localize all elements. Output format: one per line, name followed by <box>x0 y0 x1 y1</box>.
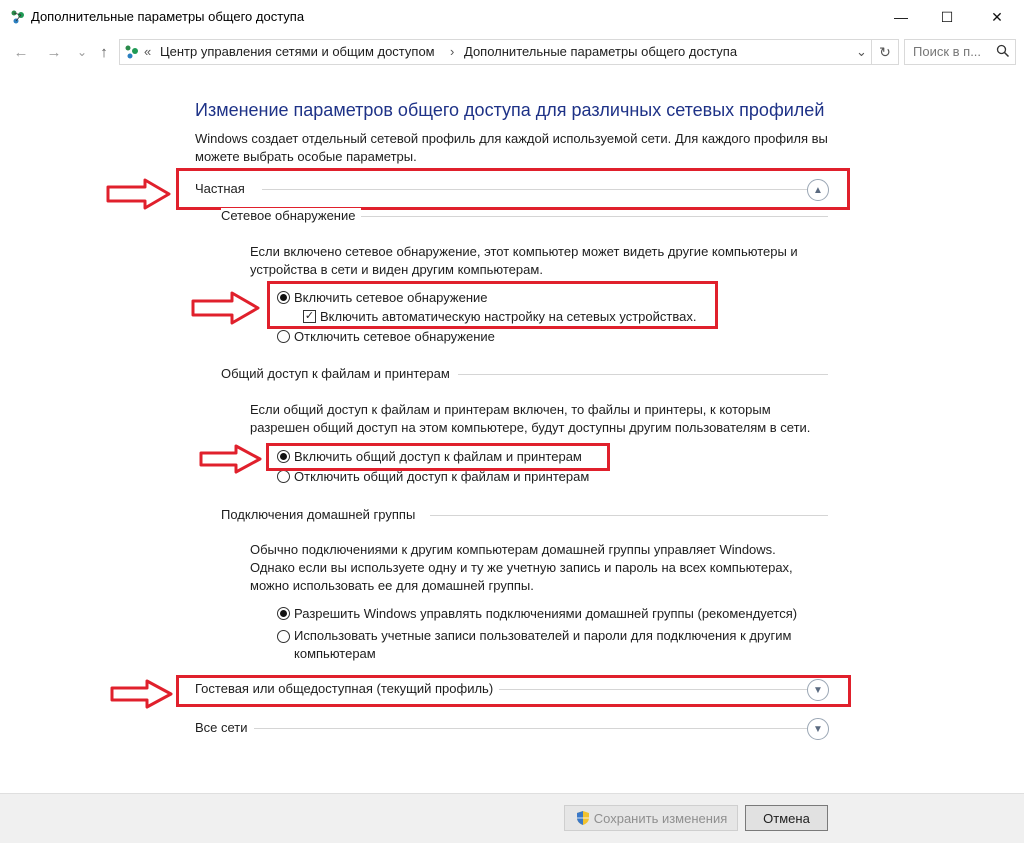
arrow-annotation-icon <box>198 443 264 475</box>
save-button[interactable] <box>564 805 738 831</box>
highlight-box-file-sharing <box>266 443 610 471</box>
uac-shield-icon <box>575 810 591 826</box>
close-button[interactable]: ✕ <box>991 8 1003 25</box>
breadcrumb-overflow[interactable]: « <box>144 44 152 59</box>
up-button[interactable]: ↑ <box>100 43 108 61</box>
radio-label: Использовать учетные записи пользователей и пароли для подключения к другим компьютерам <box>294 628 792 661</box>
expand-chevron-icon[interactable]: ▼ <box>807 718 829 740</box>
save-button-label: Сохранить изменения <box>593 810 728 826</box>
homegroup-title: Подключения домашней группы <box>221 507 421 522</box>
footer-bar <box>0 793 1024 843</box>
divider <box>458 374 828 375</box>
radio-label: Разрешить Windows управлять подключениями домашней группы (рекомендуется) <box>294 606 798 621</box>
arrow-annotation-icon <box>105 177 173 211</box>
recent-locations-dropdown[interactable]: ⌄ <box>76 45 88 59</box>
radio-sharing-off[interactable] <box>277 469 589 484</box>
search-icon[interactable] <box>996 44 1010 58</box>
highlight-box-private <box>176 168 850 210</box>
divider <box>430 515 828 516</box>
title-bar <box>0 0 1024 34</box>
page-title: Изменение параметров общего доступа для различных сетевых профилей <box>195 100 825 120</box>
network-location-icon <box>124 44 140 60</box>
file-sharing-title: Общий доступ к файлам и принтерам <box>221 366 456 381</box>
network-discovery-title: Сетевое обнаружение <box>221 208 361 223</box>
file-sharing-text: Если общий доступ к файлам и принтерам включен, то файлы и принтеры, к которым разрешен общий доступ на этом компьютере, будут доступны другим пользователям в сети. <box>250 402 811 435</box>
highlight-box-discovery <box>267 281 718 329</box>
address-dropdown-icon[interactable]: ⌄ <box>856 44 867 59</box>
minimize-button[interactable]: — <box>894 9 908 25</box>
address-bar[interactable] <box>119 39 899 65</box>
refresh-button[interactable]: ↻ <box>871 39 898 65</box>
checkbox-label: Включить автоматическую настройку на сетевых устройствах. <box>320 309 697 324</box>
radio-button[interactable] <box>277 630 290 643</box>
expand-chevron-icon[interactable]: ▼ <box>807 679 829 701</box>
divider <box>250 728 808 729</box>
breadcrumb-advanced-sharing[interactable]: Дополнительные параметры общего доступа <box>464 44 738 59</box>
page-description: Windows создает отдельный сетевой профиль для каждой используемой сети. Для каждого профиля вы можете выбрать особые параметры. <box>195 131 828 164</box>
profile-all-label[interactable]: Все сети <box>195 720 254 735</box>
radio-button[interactable] <box>277 330 290 343</box>
search-input[interactable]: Поиск в п... <box>913 44 982 59</box>
maximize-button[interactable]: ☐ <box>940 8 954 25</box>
radio-label: Отключить общий доступ к файлам и принтерам <box>294 469 590 484</box>
radio-discovery-off[interactable] <box>277 329 495 344</box>
search-box[interactable] <box>904 39 1016 65</box>
radio-button[interactable] <box>277 607 290 620</box>
arrow-annotation-icon <box>109 678 175 710</box>
window-title: Дополнительные параметры общего доступа <box>31 9 305 24</box>
network-discovery-text: Если включено сетевое обнаружение, этот компьютер может видеть другие компьютеры и устройства в сети и виден другим компьютерам. <box>250 244 798 277</box>
homegroup-text: Обычно подключениями к другим компьютерам домашней группы управляет Windows. Однако если вы используете одну и ту же учетную запись и пароль на всех компьютерах, можно использовать ее для домашней группы. <box>250 542 793 593</box>
highlight-box-guest <box>176 675 851 707</box>
radio-homegroup-windows[interactable] <box>277 606 797 621</box>
back-button[interactable]: ← <box>13 43 29 61</box>
cancel-button[interactable]: Отмена <box>745 805 828 831</box>
radio-label: Включить сетевое обнаружение <box>294 290 488 305</box>
checkbox[interactable]: ✓ <box>304 310 315 322</box>
breadcrumb-network-center[interactable]: Центр управления сетями и общим доступом <box>160 44 435 59</box>
radio-label: Включить общий доступ к файлам и принтерам <box>294 449 582 464</box>
divider <box>358 216 828 217</box>
arrow-annotation-icon <box>190 290 262 326</box>
profile-guest-label[interactable]: Гостевая или общедоступная (текущий профиль) <box>195 681 499 696</box>
breadcrumb-chevron[interactable]: › <box>450 44 455 59</box>
profile-private-label[interactable]: Частная <box>195 181 251 196</box>
network-sharing-icon <box>10 9 26 25</box>
radio-label: Отключить сетевое обнаружение <box>294 329 495 344</box>
radio-button[interactable] <box>277 470 290 483</box>
radio-homegroup-accounts[interactable] <box>277 627 817 663</box>
forward-button[interactable]: → <box>46 43 62 61</box>
collapse-chevron-icon[interactable]: ▲ <box>807 179 829 201</box>
